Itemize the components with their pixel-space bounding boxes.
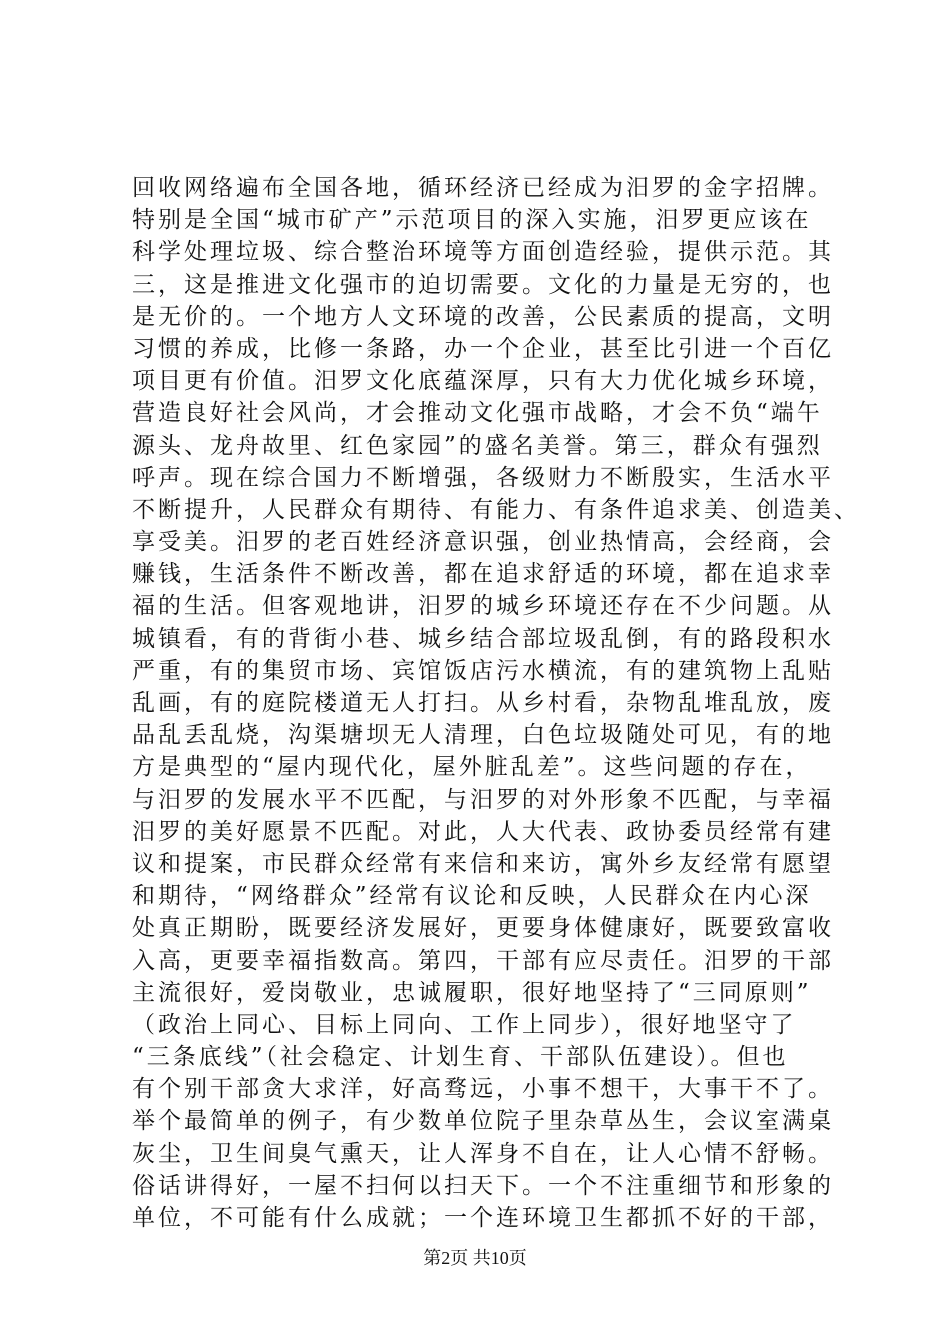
text-line: 福的生活。但客观地讲，汨罗的城乡环境还存在不少问题。从 [132,593,834,620]
text-line: 赚钱，生活条件不断改善，都在追求舒适的环境，都在追求幸 [132,561,834,588]
text-line: 科学处理垃圾、综合整治环境等方面创造经验，提供示范。其 [132,239,834,266]
text-line: 项目更有价值。汨罗文化底蕴深厚，只有大力优化城乡环境， [132,368,834,395]
text-line: 举个最简单的例子，有少数单位院子里杂草丛生，会议室满桌 [132,1108,834,1135]
text-line: 和期待，“网络群众”经常有议论和反映，人民群众在内心深 [132,883,812,910]
text-line: 主流很好，爱岗敬业，忠诚履职，很好地坚持了“三同原则” [132,979,812,1006]
body-text [132,172,860,1234]
text-line: 有个别干部贪大求洋，好高骛远，小事不想干，大事干不了。 [132,1076,834,1103]
text-line: 习惯的养成，比修一条路，办一个企业，甚至比引进一个百亿 [132,335,834,362]
text-line: 乱画，有的庭院楼道无人打扫。从乡村看，杂物乱堆乱放，废 [132,690,834,716]
text-line: 与汨罗的发展水平不匹配，与汨罗的对外形象不匹配，与幸福 [132,786,834,813]
text-line: 是无价的。一个地方人文环境的改善，公民素质的提高，文明 [132,303,834,330]
page-footer: 第2页 共10页 [423,1248,527,1268]
text-line: 三，这是推进文化强市的迫切需要。文化的力量是无穷的，也 [132,271,834,298]
text-line: 城镇看，有的背街小巷、城乡结合部垃圾乱倒，有的路段积水 [132,625,834,652]
text-line: 源头、龙舟故里、红色家园”的盛名美誉。第三，群众有强烈 [132,432,823,459]
text-line: 回收网络遍布全国各地，循环经济已经成为汨罗的金字招牌。 [132,175,834,201]
text-line: 处真正期盼，既要经济发展好，更要身体健康好，既要致富收 [132,915,834,942]
text-line: 不断提升，人民群众有期待、有能力、有条件追求美、创造美、 [132,496,860,523]
text-line: 营造良好社会风尚，才会推动文化强市战略，才会不负“端午 [132,400,823,427]
text-line: “三条底线”（社会稳定、计划生育、干部队伍建设）。但也 [132,1044,789,1071]
text-line: 入高，更要幸福指数高。第四，干部有应尽责任。汨罗的干部 [132,947,834,974]
text-line: 灰尘，卫生间臭气熏天，让人浑身不自在，让人心情不舒畅。 [132,1140,834,1167]
text-line: 特别是全国“城市矿产”示范项目的深入实施，汨罗更应该在 [132,207,812,234]
text-line: 品乱丢乱烧，沟渠塘坝无人清理，白色垃圾随处可见，有的地 [132,722,834,749]
text-line: 单位，不可能有什么成就；一个连环境卫生都抓不好的干部， [132,1205,834,1231]
text-line: 方是典型的“屋内现代化，屋外脏乱差”。这些问题的存在， [132,754,812,781]
text-line: 俗话讲得好，一屋不扫何以扫天下。一个不注重细节和形象的 [132,1172,834,1199]
text-line: （政治上同心、目标上同向、工作上同步），很好地坚守了 [132,1011,797,1038]
text-line: 严重，有的集贸市场、宾馆饭店污水横流，有的建筑物上乱贴 [132,657,834,684]
text-line: 议和提案，市民群众经常有来信和来访，寓外乡友经常有愿望 [132,850,834,877]
text-line: 汨罗的美好愿景不匹配。对此，人大代表、政协委员经常有建 [132,818,834,845]
text-line: 享受美。汨罗的老百姓经济意识强，创业热情高，会经商，会 [132,529,834,556]
text-line: 呼声。现在综合国力不断增强，各级财力不断殷实，生活水平 [132,464,834,491]
